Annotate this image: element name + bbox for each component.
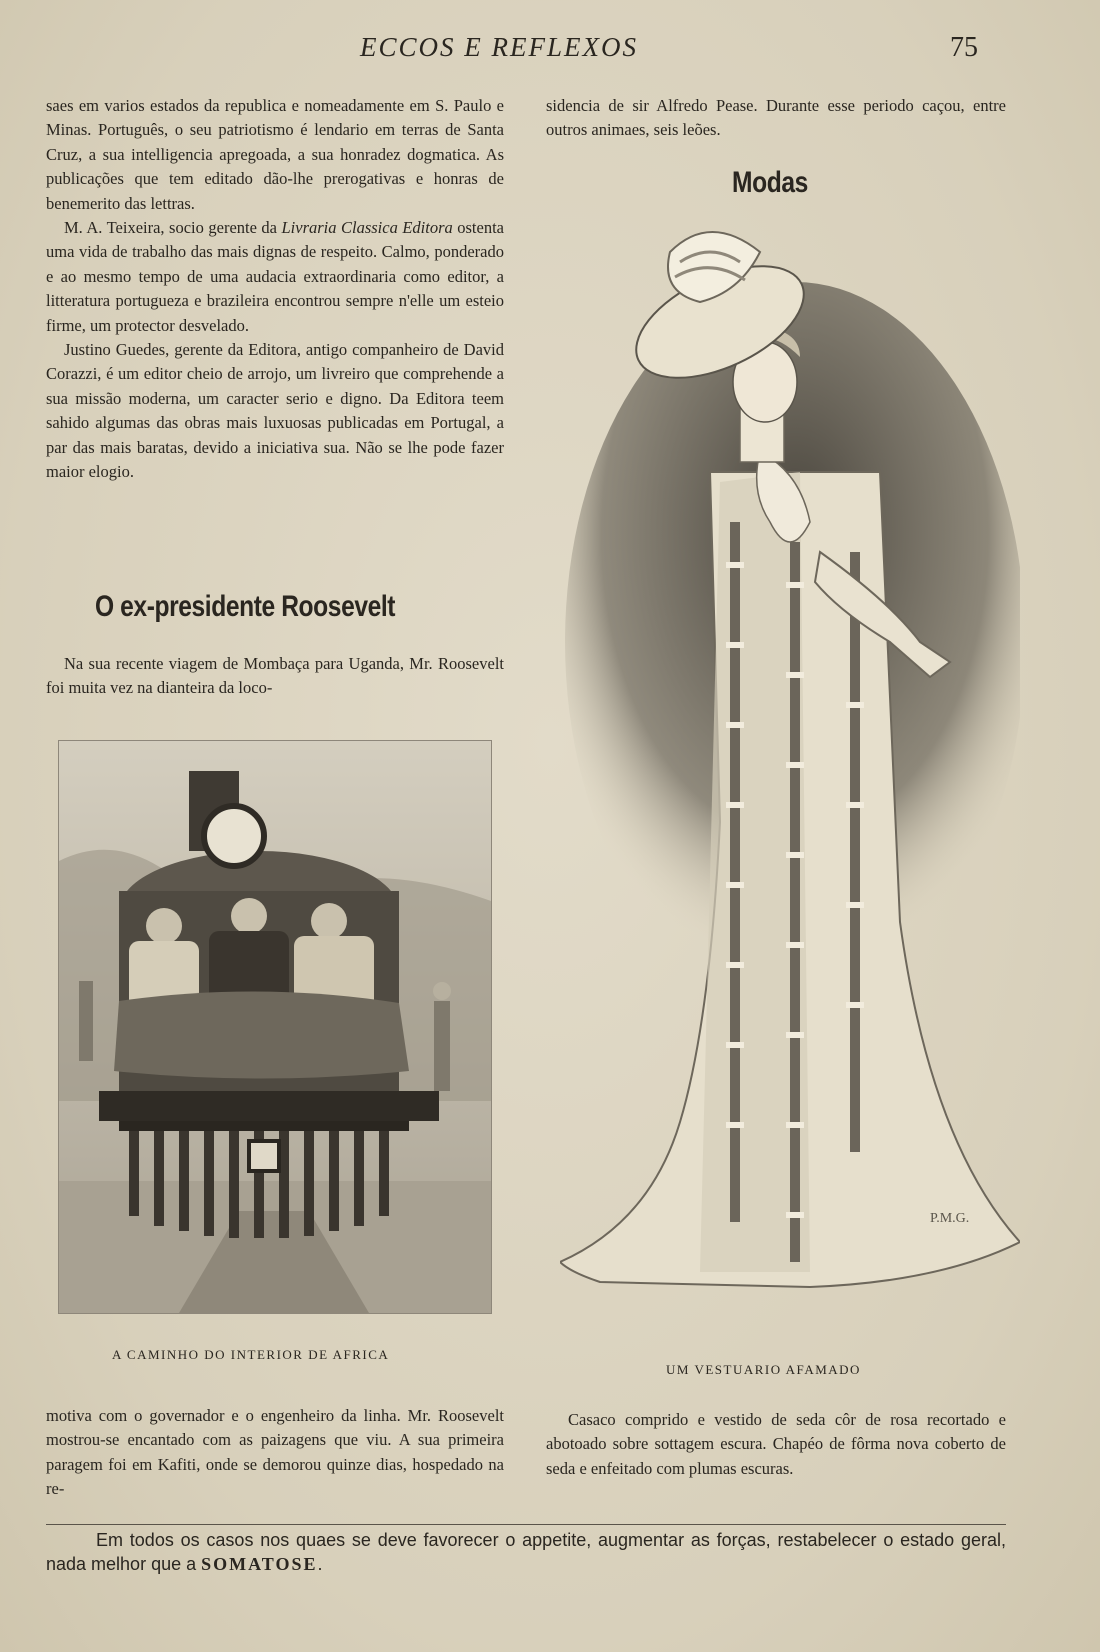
advert-divider <box>46 1524 1006 1525</box>
teixeira-italic: Livraria Classica Editora <box>281 218 453 238</box>
illustrator-signature: P.M.G. <box>930 1211 970 1226</box>
roosevelt-intro-text: Na sua recente viagem de Mombaça para Uganda, Mr. Roosevelt foi muita vez na dianteira da loco- <box>46 654 504 698</box>
page-number: 75 <box>950 32 978 63</box>
running-title: ECCOS E REFLEXOS <box>360 32 638 62</box>
modas-description <box>546 1408 1006 1481</box>
fashion-plate-drawing <box>560 222 1020 1358</box>
left-column-text <box>46 94 504 485</box>
right-column-text <box>546 94 1006 143</box>
section-title-roosevelt: O ex-presidente Roosevelt <box>95 590 396 623</box>
caption-locomotive: A CAMINHO DO INTERIOR DE AFRICA <box>112 1347 390 1362</box>
caption-fashion: UM VESTUARIO AFAMADO <box>666 1362 861 1377</box>
roosevelt-continuation <box>46 1404 504 1502</box>
paragraph-teixeira <box>46 216 504 338</box>
roosevelt-intro <box>46 652 504 701</box>
paragraph-guedes: Justino Guedes, gerente da Editora, antigo companheiro de David Corazzi, é um editor cheio de arrojo, um livreiro que comprehende a sua missão moderna, um caracter serio e digno. Da Editora teem sahido algumas das obras mais luxuosas publicadas em Portugal, a par das mais baratas, devido a iniciativa sua. Não se lhe pode fazer maior elogio. <box>46 340 504 482</box>
somatose-advert <box>46 1528 1006 1576</box>
paragraph-residencia: sidencia de sir Alfredo Pease. Durante esse periodo caçou, entre outros animaes, seis leões. <box>546 96 1006 140</box>
locomotive-illustration <box>58 740 492 1314</box>
teixeira-before: M. A. Teixeira, socio gerente da <box>64 218 282 238</box>
advert-body: Em todos os casos nos quaes se deve favorecer o appetite, augmentar as forças, restabelecer o estado geral, nada melhor que a <box>46 1530 1006 1574</box>
modas-description-text: Casaco comprido e vestido de seda côr de rosa recortado e abotoado sobre sottagem escura. Chapéo de fôrma nova coberto de seda e enfeitado com plumas escuras. <box>546 1410 1006 1478</box>
fashion-illustration <box>560 222 1020 1358</box>
advert-brand: SOMATOSE <box>201 1554 318 1574</box>
advert-end: . <box>317 1554 323 1574</box>
locomotive-drawing <box>59 741 491 1313</box>
roosevelt-continuation-text: motiva com o governador e o engenheiro da linha. Mr. Roosevelt mostrou-se encantado com as paizagens que viu. A sua primeira paragem foi em Kafiti, onde se demorou quinze dias, hospedado na re- <box>46 1406 504 1499</box>
running-header <box>0 30 1100 70</box>
advert-text <box>46 1528 1006 1576</box>
teixeira-after: ostenta uma vida de trabalho das mais dignas de respeito. Calmo, ponderado e ao mesmo tempo de uma audacia extraordinaria como editor, a litteratura portugueza e brazileira encontrou sempre n'elle um esteio firme, um protector desvelado. <box>46 218 504 335</box>
section-title-modas: Modas <box>732 166 808 199</box>
paragraph-saes: saes em varios estados da republica e nomeadamente em S. Paulo e Minas. Português, o seu patriotismo é lendario em terras de Santa Cruz, a sua intelligencia apregoada, a sua honradez dogmatica. As publicações que tem editado dão-lhe prerogativas e honras de benemerito das lettras. <box>46 96 504 213</box>
